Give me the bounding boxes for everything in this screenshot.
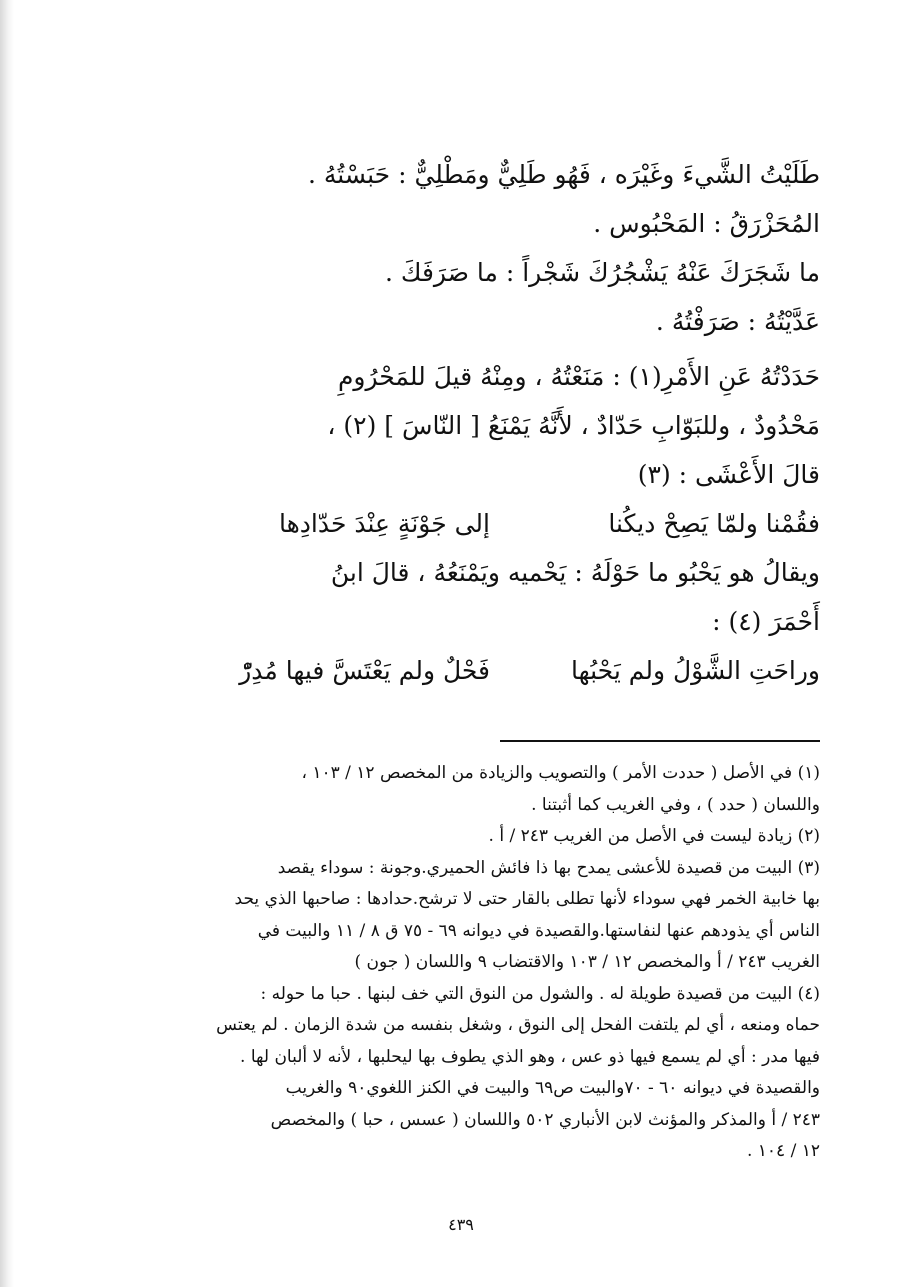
footnote-line: حماه ومنعه ، أي لم يلتفت الفحل إلى النوق ، وشغل بنفسه من شدة الزمان . لم يعتس	[216, 1015, 820, 1035]
text-line: ما شَجَرَكَ عَنْهُ يَشْجُرُكَ شَجْراً : ما صَرَفَكَ .	[385, 258, 820, 287]
footnote-line: ١٢ / ١٠٤ .	[746, 1141, 820, 1161]
footnote-line: الغريب ٢٤٣ / أ والمخصص ١٢ / ١٠٣ والاقتضاب ٩ واللسان ( جون )	[354, 952, 820, 972]
footnote-line: واللسان ( حدد ) ، وفي الغريب كما أثبتنا .	[531, 794, 820, 815]
text-line: ويقالُ هو يَحْبُو ما حَوْلَهُ : يَحْميه ويَمْنَعُهُ ، قالَ ابنُ	[330, 558, 820, 587]
footnote-line: ٢٤٣ / أ والمذكر والمؤنث لابن الأنباري ٥٠٢ واللسان ( عسس ، حبا ) والمخصص	[270, 1109, 820, 1130]
text-line: أَحْمَرَ (٤) :	[712, 607, 820, 636]
text-line: مَحْدُودٌ ، وللبَوّابِ حَدّادٌ ، لأَنَّهُ يَمْنَعُ [ النّاسَ ] (٢) ،	[327, 411, 820, 440]
verse-second-hemistich: فَحْلٌ ولم يَعْتَسَّ فيها مُدِرّْ	[239, 656, 490, 685]
footnote-line: (١) في الأصل ( حددت الأمر ) والتصويب والزيادة من المخصص ١٢ / ١٠٣ ،	[301, 763, 820, 783]
footnote-line: والقصيدة في ديوانه ٦٠ - ٧٠والبيت ص٦٩ والبيت في الكنز اللغوي٩٠ والغريب	[285, 1078, 820, 1098]
footnote-line: (٢) زيادة ليست في الأصل من الغريب ٢٤٣ / أ .	[488, 826, 820, 846]
footnote-line: (٣) البيت من قصيدة للأعشى يمدح بها ذا فائش الحميري.وجونة : سوداء يقصد	[277, 857, 820, 878]
text-line: قالَ الأَعْشَى : (٣)	[637, 460, 820, 489]
poem-verse-2	[160, 646, 820, 695]
footnote-line: الناس أي يذودهم عنها لنفاستها.والقصيدة في ديوانه ٦٩ - ٧٥ ق ٨ / ١١ والبيت في	[257, 920, 820, 941]
verse-second-hemistich: إلى جَوْنَةٍ عِنْدَ حَدّادِها	[278, 509, 490, 538]
verse-first-hemistich: وراحَتِ الشَّوْلُ ولم يَحْبُها	[571, 656, 820, 685]
main-text	[160, 150, 820, 695]
verse-first-hemistich: فقُمْنا ولمّا يَصِحْ ديكُنا	[608, 509, 820, 538]
scan-edge	[0, 0, 14, 1287]
text-line: المُحَزْرَقُ : المَحْبُوس .	[593, 209, 820, 238]
poem-verse-1	[160, 499, 820, 548]
page-number: ٤٣٩	[448, 1215, 474, 1234]
footnote-line: فيها مدر : أي لم يسمع فيها ذو عس ، وهو الذي يطوف بها ليحلبها ، لأنه لا ألبان لها .	[240, 1046, 820, 1067]
footnote-line: (٤) البيت من قصيدة طويلة له . والشول من النوق التي خف لبنها . حبا ما حوله :	[260, 983, 820, 1004]
text-line: حَدَدْتُهُ عَنِ الأَمْرِ(١) : مَنَعْتُهُ ، ومِنْهُ قيلَ للمَحْرُومِ	[337, 362, 820, 391]
footnote-divider	[500, 740, 820, 742]
footnotes	[200, 758, 820, 1168]
text-line: عَدَّيْتُهُ : صَرَفْتُهُ .	[655, 307, 820, 336]
text-line: طَلَيْتُ الشَّيءَ وغَيْرَه ، فَهُو طَلِيٌّ ومَطْلِيٌّ : حَبَسْتُهُ .	[308, 160, 820, 189]
footnote-line: بها خابية الخمر فهي سوداء لأنها تطلى بالقار حتى لا ترشح.حدادها : صاحبها الذي يحد	[234, 889, 820, 909]
